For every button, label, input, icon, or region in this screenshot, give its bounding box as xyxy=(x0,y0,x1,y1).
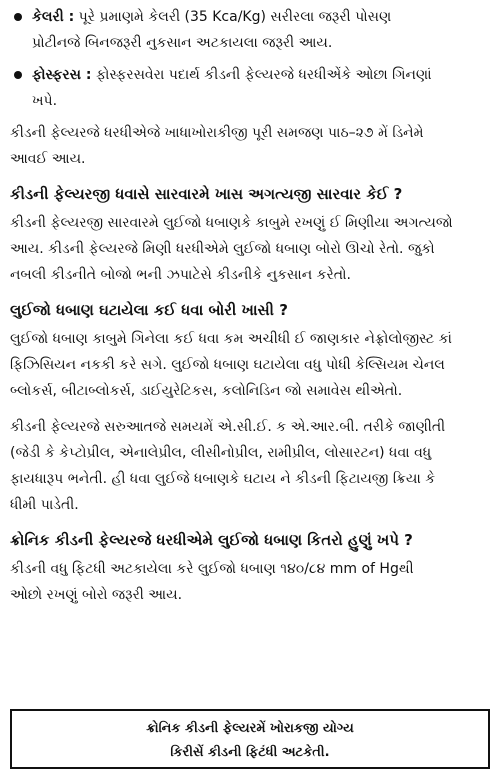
paragraph-line: ફાયધારૂપ ભનેતી. હી ધવા લુઈજે ધબાણકે ઘટાય ને કીડની ફિટાયજી ક્રિયા કે xyxy=(10,471,436,487)
section-heading: ક્રોનિક કીડની ફેલ્યરજે ધરધીએમે લુઈજો ધબાણ કિતરો હુણું ખપે ? xyxy=(10,531,413,549)
bullet-item-phosphorus xyxy=(10,62,490,114)
paragraph-line: આવઈ આય. xyxy=(10,151,86,167)
paragraph-line: બ્લોકર્સ, બીટાબ્લોકર્સ, ડાઈયુરેટિકસ, કલોનિડિન જો સમાવેસ થીએતો. xyxy=(10,383,403,399)
paragraph-line: ઓછો રખણું બોરો જરૂરી આય. xyxy=(10,587,183,603)
bullet-text-line: પૂરે પ્રમાણમે કેલરી (35 Kca/Kg) સરીરલા જરૂરી પોસણ xyxy=(78,9,392,25)
callout-line: ક્રોનિક કીડની ફેલ્યરમેં ખોરાકજી યોગ્ય xyxy=(146,721,354,736)
callout-line: કિરીસેં કીડની ફિટંધી અટકેતી. xyxy=(170,745,330,760)
bullet-term: કેલરી : xyxy=(32,9,75,25)
paragraph-line: લુઈજો ધબાણ કાબુમે ગિનેલા કઈ ધવા કમ અચીધી ઈ જાણકાર નેફ્રોલોજીસ્ટ કાં xyxy=(10,331,452,347)
paragraph-line: (જેડી કે કેપ્ટોપ્રીલ, એનાલેપ્રીલ, લીસીનોપ્રીલ, રામીપ્રીલ, લોસારટન) ધવા વધુ xyxy=(10,445,432,461)
paragraph-line: નબલી કીડનીતે બોજો ભની ઝપાટેસે કીડનીકે નુકસાન કરેતો. xyxy=(10,267,351,283)
paragraph-line: કીડની ફેલ્યરજે ધરધીએજે ખાધાખોરાકીજી પૂરી સમજણ પાઠ–૨૭ મેં ડિનેમે xyxy=(10,125,424,141)
paragraph-line: ફિઝિસિયન નકકી કરે સગે. લુઈજો ધબાણ ઘટાયેલા વધુ પોધી કેલ્સિયમ ચેનલ xyxy=(10,357,445,373)
bullet-text-line: ખપે. xyxy=(32,93,58,109)
paragraph-line: કીડની ફેલ્યરજે સરુઆતજે સમયમેં એ.સી.ઈ. ક એ.આર.બી. તરીકે જાણીતી xyxy=(10,419,446,435)
section-heading: કીડની ફેલ્યરજી ધવાસે સારવારમે ખાસ અગત્યજી સારવાર કેઈ ? xyxy=(10,185,403,203)
bullet-text-line: પ્રોટીનજે બિનજરૂરી નુકસાન અટકાયલા જરૂરી આય. xyxy=(32,35,333,51)
intro-paragraph xyxy=(10,120,490,172)
section-heading: લુઈજો ધબાણ ઘટાયેલા કઈ ધવા બોરી ખાસી ? xyxy=(10,301,288,319)
section-paragraph xyxy=(10,326,490,404)
paragraph-line: કીડની વધુ ફિટધી અટકાયેલા કરે લુઈજો ધબાણ ૧૪૦/૮૪ mm of Hgથી xyxy=(10,561,414,577)
section-paragraph xyxy=(10,210,490,288)
bullet-text-line: ફોસ્ફરસવેરા પદાર્થ કીડની ફેલ્યરજે ધરધીએંકે ઓછા ગિનણાં xyxy=(95,67,432,83)
summary-callout-box xyxy=(10,709,490,769)
bullet-dot xyxy=(14,13,22,21)
section-paragraph xyxy=(10,414,490,518)
paragraph-line: ધીમી પાડેતી. xyxy=(10,497,79,513)
bullet-dot xyxy=(14,71,22,79)
bullet-item-calorie xyxy=(10,4,490,56)
paragraph-line: આય. કીડની ફેલ્યરજે મિણી ધરધીએમે લુઈજો ધબાણ બોરો ઊચો રેતો. જુકો xyxy=(10,241,435,257)
section-paragraph xyxy=(10,556,490,608)
bullet-term: ફોસ્ફરસ : xyxy=(32,67,92,83)
paragraph-line: કીડની ફેલ્યરજી સારવારમે લુઈજો ધબાણકે કાબુમે રખણું ઈ મિણીયા અગત્યજો xyxy=(10,215,453,231)
